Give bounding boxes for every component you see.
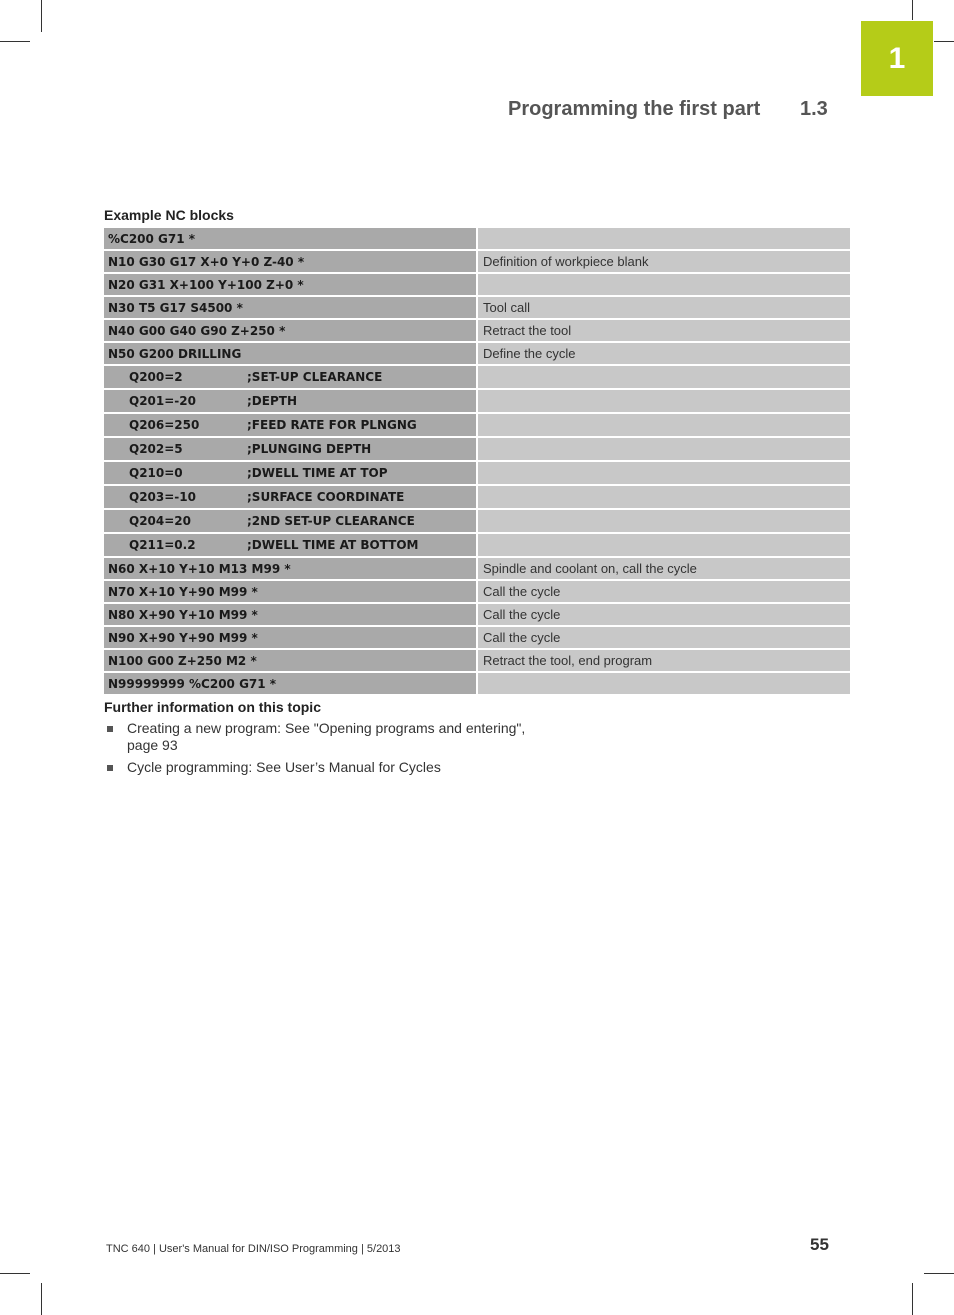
nc-comment: ;2ND SET-UP CLEARANCE [247, 514, 415, 528]
list-item-line: page 93 [127, 737, 178, 753]
nc-code-cell: N30 T5 G17 S4500 * [104, 297, 476, 318]
bullet-square-icon [107, 726, 113, 732]
chapter-tab: 1 [861, 21, 933, 96]
nc-code-cell [104, 438, 476, 460]
nc-code-cell [104, 390, 476, 412]
table-row [104, 558, 850, 579]
nc-comment: ;FEED RATE FOR PLNGNG [247, 418, 417, 432]
nc-description-cell [478, 228, 850, 249]
table-row [104, 673, 850, 694]
nc-code-cell: N99999999 %C200 G71 * [104, 673, 476, 694]
nc-code-cell: N10 G30 G17 X+0 Y+0 Z-40 * [104, 251, 476, 272]
nc-comment: ;SET-UP CLEARANCE [247, 370, 383, 384]
nc-parameter: Q206=250 [129, 418, 200, 432]
nc-comment: ;DEPTH [247, 394, 297, 408]
crop-mark [41, 1283, 42, 1315]
table-row [104, 486, 850, 508]
nc-description-cell [478, 438, 850, 460]
table-row [104, 604, 850, 625]
nc-code-cell [104, 414, 476, 436]
page-number: 55 [810, 1235, 829, 1254]
nc-description-cell [478, 486, 850, 508]
nc-description-cell: Define the cycle [478, 343, 850, 364]
nc-description-cell [478, 673, 850, 694]
nc-comment: ;SURFACE COORDINATE [247, 490, 405, 504]
nc-code-cell [104, 510, 476, 532]
table-row [104, 581, 850, 602]
nc-code-cell: N60 X+10 Y+10 M13 M99 * [104, 558, 476, 579]
table-row [104, 414, 850, 436]
crop-mark [912, 0, 913, 20]
table-row [104, 297, 850, 318]
nc-parameter: Q203=-10 [129, 490, 196, 504]
nc-description-cell [478, 414, 850, 436]
table-row [104, 390, 850, 412]
crop-mark [0, 41, 30, 42]
nc-code-cell: N100 G00 Z+250 M2 * [104, 650, 476, 671]
nc-comment: ;DWELL TIME AT TOP [247, 466, 388, 480]
list-item-line: Creating a new program: See "Opening programs and entering", [127, 720, 526, 736]
nc-code-cell [104, 366, 476, 388]
nc-code-cell: N50 G200 DRILLING [104, 343, 476, 364]
table-row [104, 228, 850, 249]
nc-description-cell [478, 274, 850, 295]
table-row [104, 534, 850, 556]
nc-description-cell: Retract the tool, end program [478, 650, 850, 671]
list-item [104, 759, 564, 776]
nc-description-cell [478, 510, 850, 532]
nc-blocks-table [104, 228, 850, 696]
nc-comment: ;DWELL TIME AT BOTTOM [247, 538, 419, 552]
table-row [104, 438, 850, 460]
nc-description-cell: Call the cycle [478, 604, 850, 625]
table-row [104, 510, 850, 532]
table-row [104, 627, 850, 648]
footer-text: TNC 640 | User's Manual for DIN/ISO Programming | 5/2013 [106, 1243, 401, 1255]
nc-parameter: Q211=0.2 [129, 538, 196, 552]
bullet-square-icon [107, 765, 113, 771]
table-row [104, 251, 850, 272]
nc-description-cell [478, 390, 850, 412]
nc-description-cell [478, 534, 850, 556]
crop-mark [0, 1273, 30, 1274]
nc-description-cell: Tool call [478, 297, 850, 318]
list-item-text: Cycle programming: See User’s Manual for Cycles [127, 759, 441, 775]
crop-mark [41, 0, 42, 32]
nc-parameter: Q202=5 [129, 442, 183, 456]
nc-code-cell: N40 G00 G40 G90 Z+250 * [104, 320, 476, 341]
example-heading: Example NC blocks [104, 207, 234, 223]
nc-code-cell: N90 X+90 Y+90 M99 * [104, 627, 476, 648]
nc-description-cell: Definition of workpiece blank [478, 251, 850, 272]
table-row [104, 343, 850, 364]
section-number: 1.3 [800, 98, 828, 120]
table-row [104, 650, 850, 671]
further-info-list [104, 720, 564, 781]
nc-description-cell: Call the cycle [478, 627, 850, 648]
crop-mark [934, 41, 954, 42]
crop-mark [912, 1283, 913, 1315]
nc-parameter: Q204=20 [129, 514, 192, 528]
nc-code-cell [104, 486, 476, 508]
further-info-heading: Further information on this topic [104, 699, 321, 715]
table-row [104, 320, 850, 341]
list-item-text [127, 720, 525, 754]
list-item [104, 720, 564, 754]
nc-description-cell [478, 366, 850, 388]
crop-mark [924, 1273, 954, 1274]
nc-parameter: Q200=2 [129, 370, 183, 384]
nc-description-cell: Retract the tool [478, 320, 850, 341]
nc-parameter: Q210=0 [129, 466, 183, 480]
nc-parameter: Q201=-20 [129, 394, 196, 408]
nc-description-cell [478, 462, 850, 484]
nc-code-cell: N80 X+90 Y+10 M99 * [104, 604, 476, 625]
table-row [104, 274, 850, 295]
nc-code-cell: %C200 G71 * [104, 228, 476, 249]
nc-code-cell [104, 534, 476, 556]
nc-code-cell: N70 X+10 Y+90 M99 * [104, 581, 476, 602]
table-row [104, 462, 850, 484]
nc-description-cell: Spindle and coolant on, call the cycle [478, 558, 850, 579]
nc-code-cell: N20 G31 X+100 Y+100 Z+0 * [104, 274, 476, 295]
section-title: Programming the first part [508, 98, 761, 120]
nc-description-cell: Call the cycle [478, 581, 850, 602]
nc-code-cell [104, 462, 476, 484]
table-row [104, 366, 850, 388]
nc-comment: ;PLUNGING DEPTH [247, 442, 372, 456]
